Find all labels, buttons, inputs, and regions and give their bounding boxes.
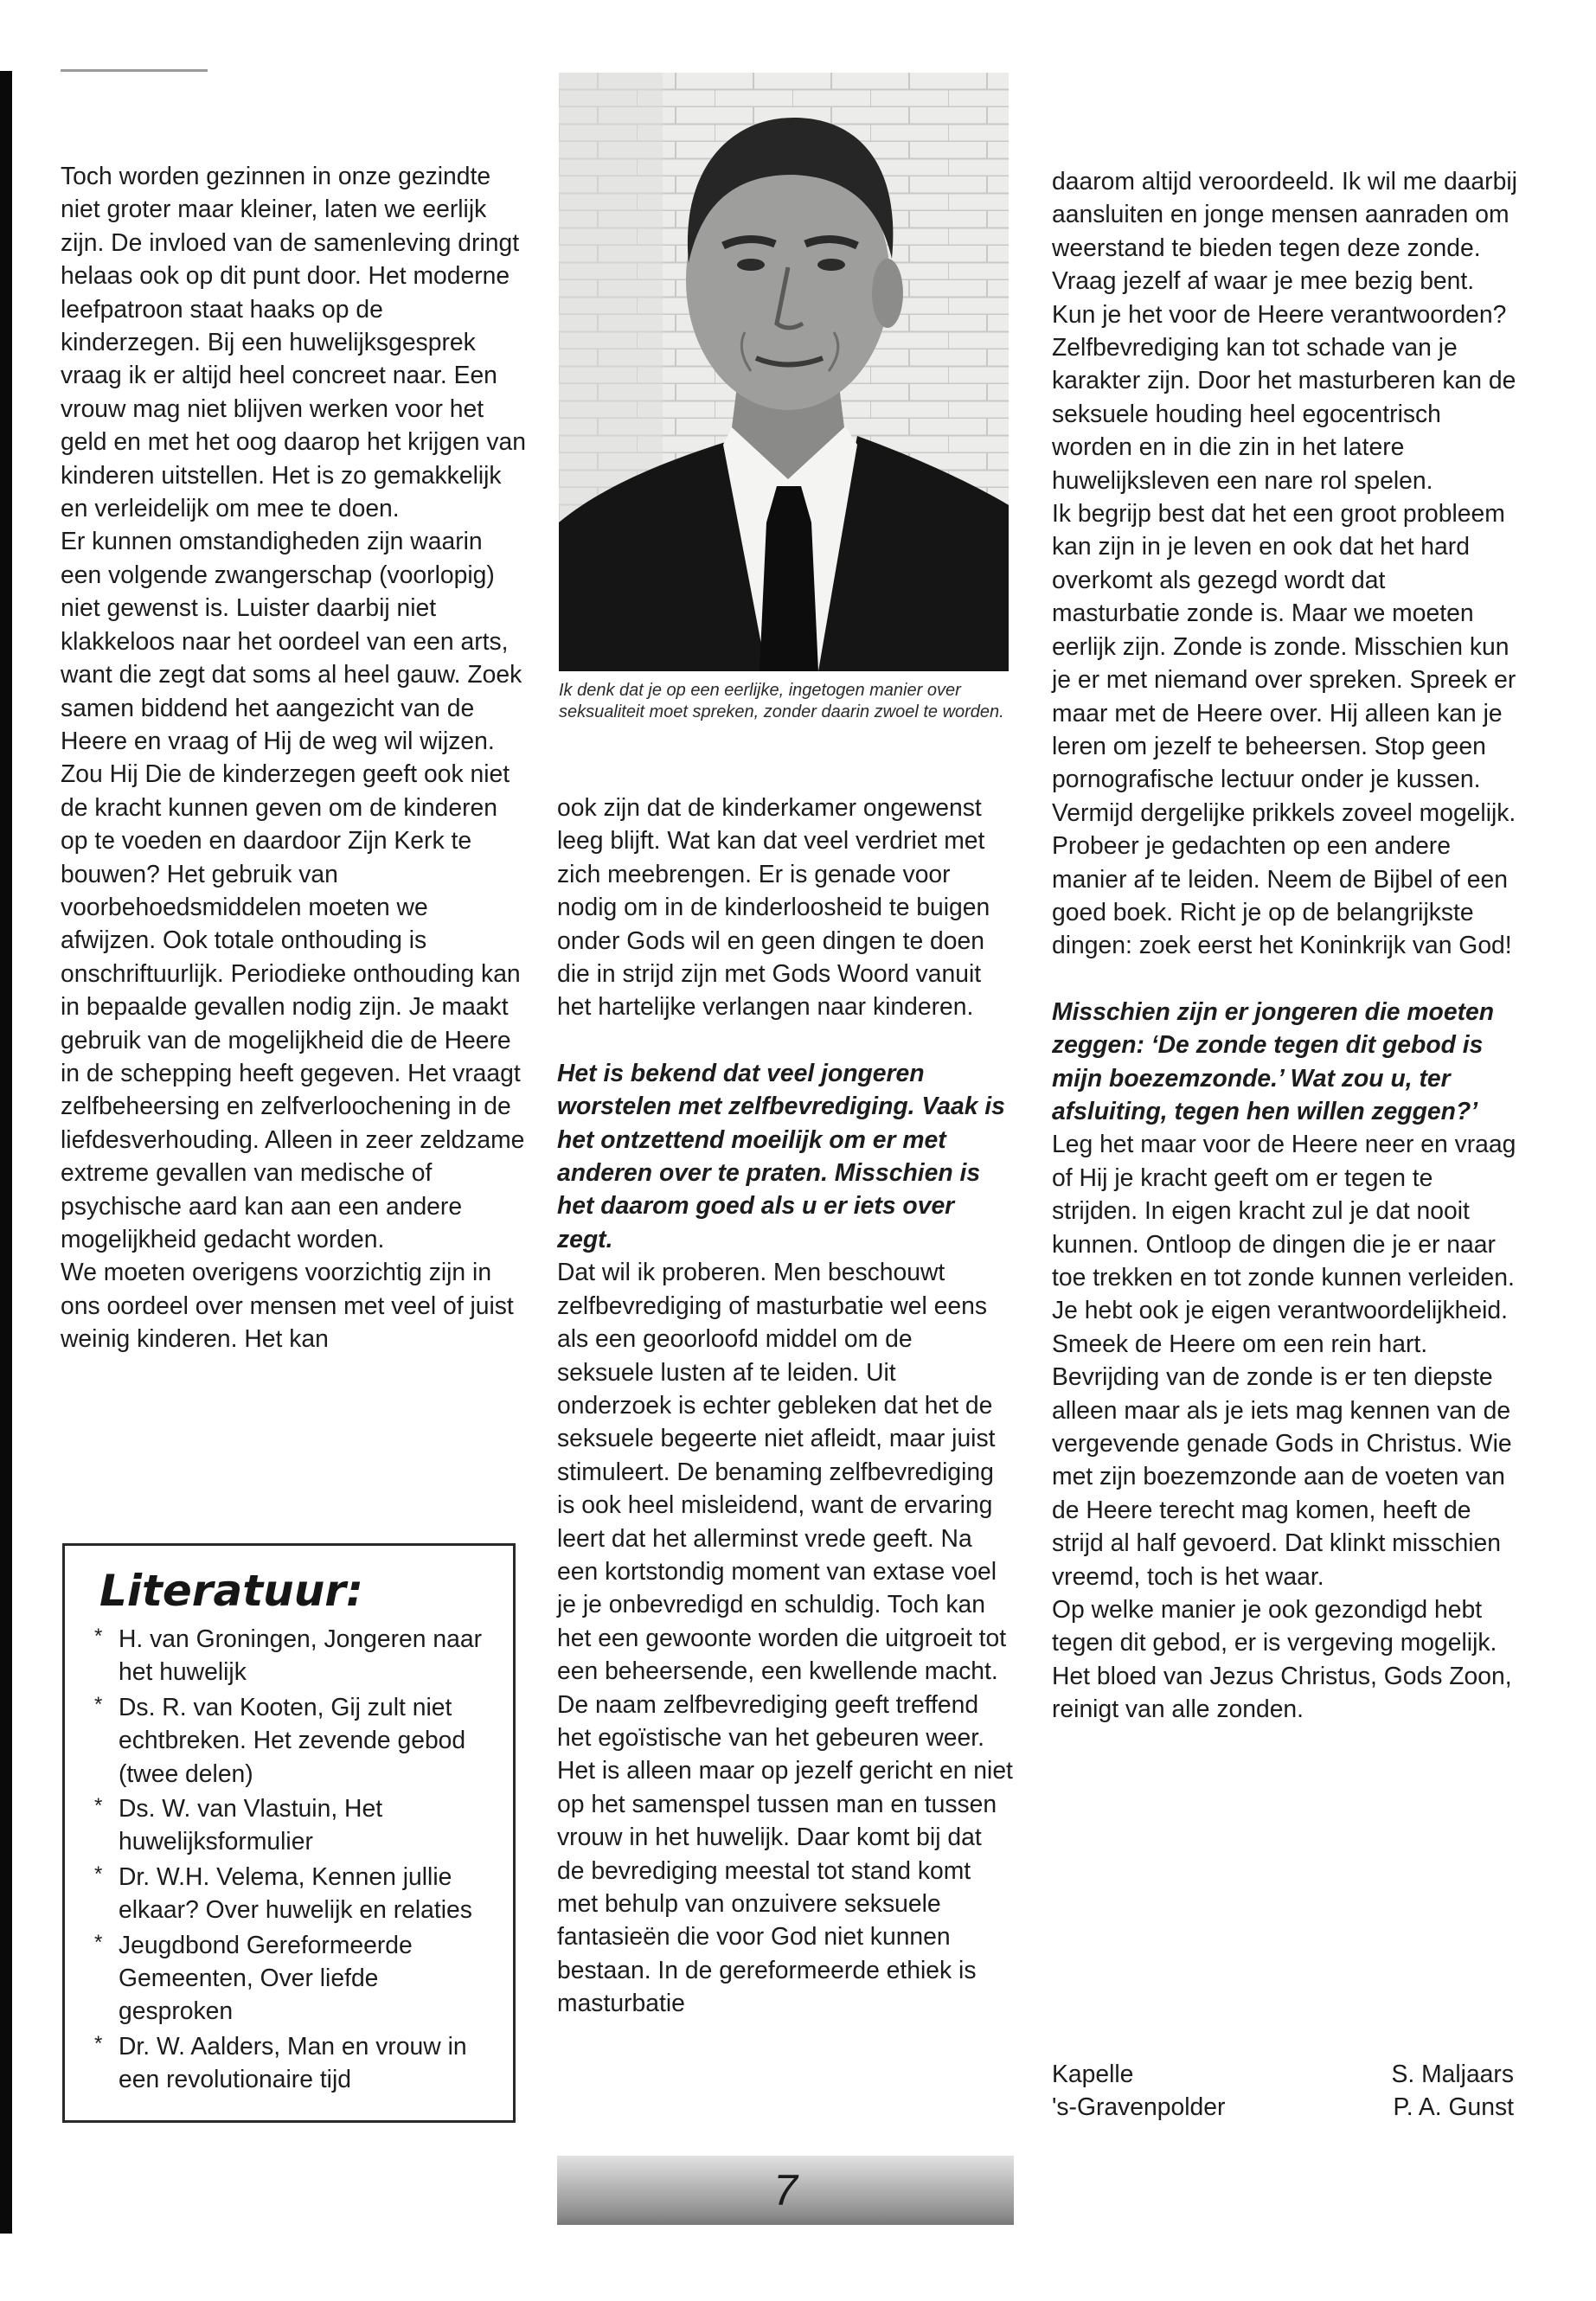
list-item: * Ds. R. van Kooten, Gij zult niet echtbreken. Het zevende gebod (twee delen) (84, 1690, 494, 1790)
bullet-icon: * (94, 1862, 103, 1886)
page-number-bar (557, 2156, 1014, 2225)
list-item: * Ds. W. van Vlastuin, Het huwelijksformulier (84, 1791, 494, 1858)
bullet-icon: * (94, 1625, 103, 1648)
paragraph: ook zijn dat de kinderkamer ongewenst leeg blijft. Wat kan dat veel verdriet met zich meebrengen. Er is genade voor nodig om in de kinderloosheid te buigen onder Gods wil en geen dingen te doen die in strijd zijn met Gods Woord vanuit het hartelijke verlangen naar kinderen. (557, 793, 990, 1021)
place: 's-Gravenpolder (1052, 2093, 1226, 2121)
top-rule (61, 69, 208, 72)
portrait-photo (559, 73, 1009, 671)
list-item: * Dr. W. Aalders, Man en vrouw in een revolutionaire tijd (84, 2029, 494, 2096)
paragraph: Leg het maar voor de Heere neer en vraag of Hij je kracht geeft om er tegen te strijden. In eigen kracht zul je dat nooit kunnen. Ontloop de dingen die je er naar toe trekken en tot zonde kunnen verleiden. Je hebt ook je eigen verantwoordelijkheid. Smeek de Heere om een rein hart. Bevrijding van de zonde is er ten diepste alleen maar als je iets mag kennen van de vergevende genade Gods in Christus. Wie met zijn boezemzonde aan de voeten van de Heere terecht mag komen, heeft de strijd al half gevoerd. Dat klinkt misschien vreemd, toch is het waar. (1052, 1130, 1516, 1590)
list-item: * H. van Groningen, Jongeren naar het huwelijk (84, 1622, 494, 1689)
paragraph: Dat wil ik proberen. Men beschouwt zelfbevrediging of masturbatie wel eens als een geoorloofd middel om de seksuele lusten af te leiden. Uit onderzoek is echter gebleken dat het de seksuele begeerte niet afleidt, maar juist stimuleert. De benaming zelfbevrediging is ook heel misleidend, want de ervaring leert dat het allerminst vrede geeft. Na een kortstondig moment van extase voel je je onbevredigd en schuldig. Toch kan het een gewoonte worden die uitgroeit tot een beheersende, een kwellende macht. De naam zelfbevrediging geeft treffend het egoïstische van het gebeuren weer. Het is alleen maar op jezelf gericht en niet op het samenspel tussen man en tussen vrouw in het huwelijk. Daar komt bij dat de bevrediging meestal tot stand komt met behulp van onzuivere seksuele fantasieën die voor God niet kunnen bestaan. In de gereformeerde ethiek is masturbatie (557, 1258, 1013, 2017)
paragraph: Ik begrijp best dat het een groot probleem kan zijn in je leven en ook dat het hard overkomt als gezegd wordt dat masturbatie zonde is. Maar we moeten eerlijk zijn. Zonde is zonde. Misschien kun je er met niemand over spreken. Spreek er maar met de Heere over. Hij alleen kan je leren om jezelf te beheersen. Stop geen pornografische lectuur onder je kussen. Vermijd dergelijke prikkels zoveel mogelijk. Probeer je gedachten op een andere manier af te leiden. Neem de Bijbel of een goed boek. Richt je op de belangrijkste dingen: zoek eerst het Koninkrijk van God! (1052, 499, 1516, 959)
literature-box (62, 1543, 516, 2123)
paragraph: Toch worden gezinnen in onze gezindte niet groter maar kleiner, laten we eerlijk zijn. De invloed van de samenleving dringt helaas ook op dit punt door. Het moderne leefpatroon staat haaks op de kinderzegen. Bij een huwelijksgesprek vraag ik er altijd heel concreet naar. Een vrouw mag niet blijven werken voor het geld en met het oog daarop het krijgen van kinderen uitstellen. Het is zo gemakkelijk en verleidelijk om mee te doen. (61, 162, 527, 522)
author-name: P. A. Gunst (1393, 2093, 1514, 2121)
bullet-icon: * (94, 1794, 103, 1818)
photo-caption: Ik denk dat je op een eerlijke, ingetogen manier over seksualiteit moet spreken, zonder daarin zwoel te worden. (559, 681, 1004, 721)
place: Kapelle (1052, 2060, 1134, 2087)
bullet-icon: * (94, 1930, 103, 1954)
author-places (1052, 2057, 1225, 2124)
paragraph: daarom altijd veroordeeld. Ik wil me daarbij aansluiten en jonge mensen aanraden om weerstand te bieden tegen deze zonde. Vraag jezelf af waar je mee bezig bent. Kun je het voor de Heere verantwoorden? Zelfbevrediging kan tot schade van je karakter zijn. Door het masturberen kan de seksuele houding heel egocentrisch worden en in die zin in het latere huwelijksleven een nare rol spelen. (1052, 167, 1517, 494)
interview-question: Het is bekend dat veel jongeren worstelen met zelfbevrediging. Vaak is het ontzettend moeilijk om er met anderen over te praten. Misschien is het daarom goed als u er iets over zegt. (557, 1058, 1005, 1253)
bullet-icon: * (94, 1692, 103, 1716)
list-item: * Jeugdbond Gereformeerde Gemeenten, Over liefde gesproken (84, 1928, 494, 2028)
author-names (1349, 2057, 1514, 2124)
binding-edge (0, 71, 12, 2234)
column-1 (61, 159, 528, 1356)
column-3 (1052, 164, 1519, 1726)
bullet-icon: * (94, 2031, 103, 2055)
paragraph: We moeten overigens voorzichtig zijn in ons oordeel over mensen met veel of juist weinig kinderen. Het kan (61, 1258, 514, 1353)
literature-list (84, 1622, 494, 2096)
list-item: * Dr. W.H. Velema, Kennen jullie elkaar? Over huwelijk en relaties (84, 1860, 494, 1926)
page-number: 7 (773, 2166, 798, 2214)
paragraph: Op welke manier je ook gezondigd hebt tegen dit gebod, er is vergeving mogelijk. Het bloed van Jezus Christus, Gods Zoon, reinigt van alle zonden. (1052, 1595, 1512, 1723)
paragraph: Er kunnen omstandigheden zijn waarin een volgende zwangerschap (voorlopig) niet gewenst is. Luister daarbij niet klakkeloos naar het oordeel van een arts, want die zegt dat soms al heel gauw. Zoek samen biddend het aangezicht van de Heere en vraag of Hij de weg wil wijzen. Zou Hij Die de kinderzegen geeft ook niet de kracht kunnen geven om de kinderen op te voeden en daardoor Zijn Kerk te bouwen? Het gebruik van voorbehoedsmiddelen moeten we afwijzen. Ook totale onthouding is onschriftuurlijk. Periodieke onthouding kan in bepaalde gevallen nodig zijn. Je maakt gebruik van de mogelijkheid die de Heere in de schepping heeft gegeven. Het vraagt zelfbeheersing en zelfverloochening in de liefdesverhouding. Alleen in zeer zeldzame extreme gevallen van medische of psychische aard kan aan een andere mogelijkheid gedacht worden. (61, 527, 525, 1253)
interview-question: Misschien zijn er jongeren die moeten zeggen: ‘De zonde tegen dit gebod is mijn boezemzonde.’ Wat zou u, ter afsluiting, tegen hen willen zeggen?’ (1052, 997, 1495, 1125)
literature-title: Literatuur: (99, 1566, 363, 1616)
column-2 (557, 791, 1016, 2020)
author-name: S. Maljaars (1391, 2060, 1514, 2087)
